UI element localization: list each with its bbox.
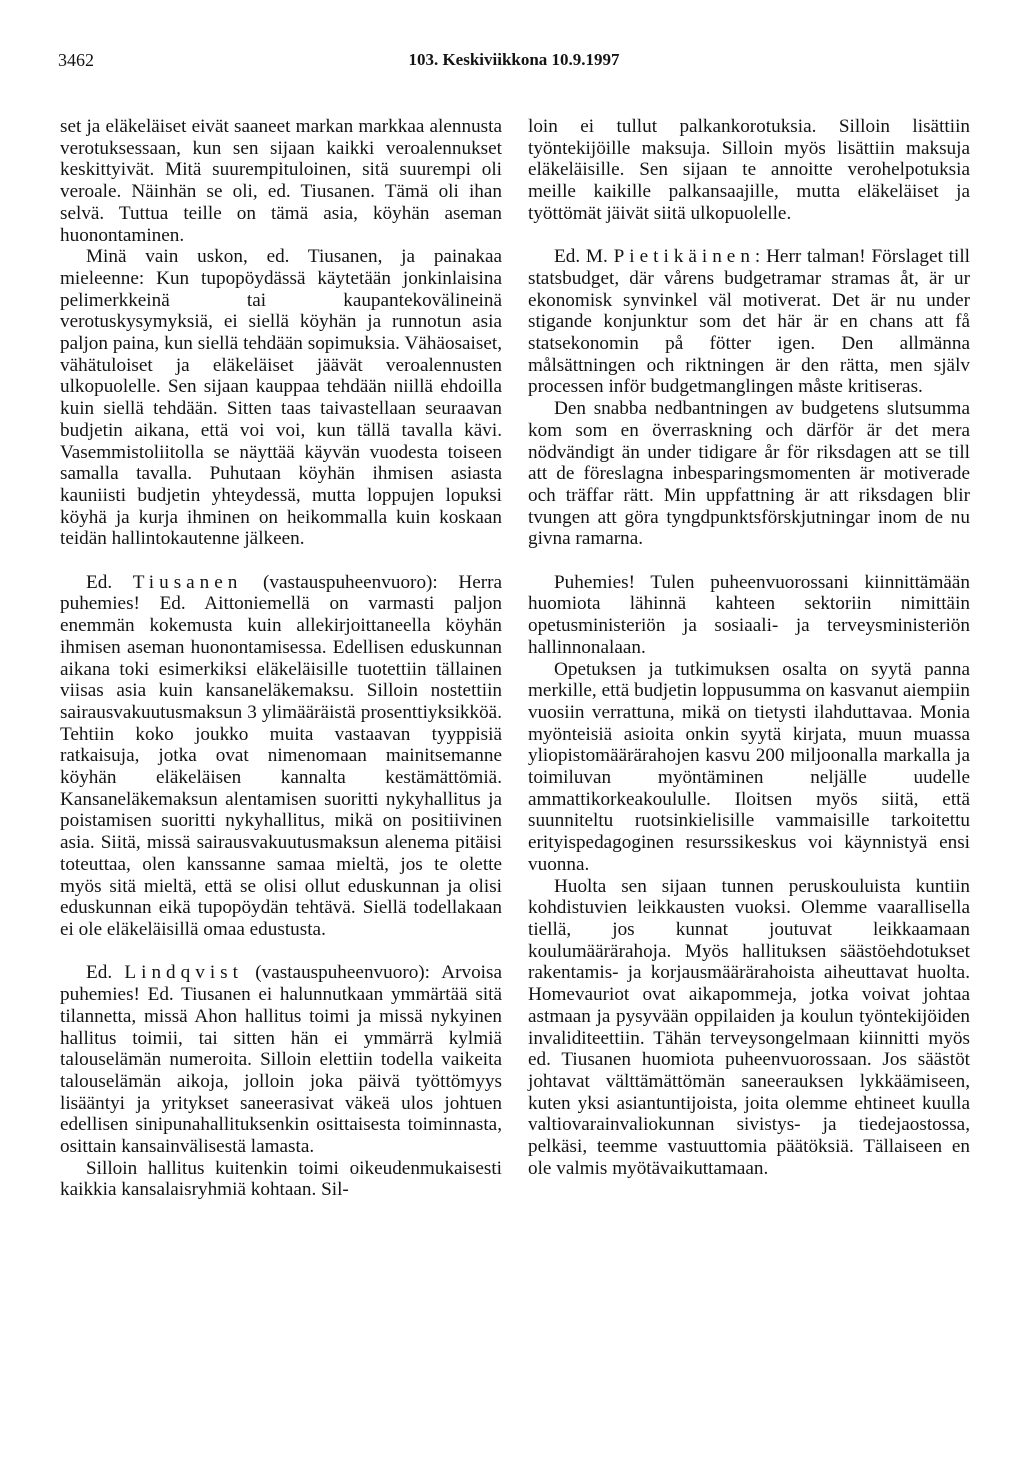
speech-tiusanen [60, 572, 502, 941]
speech-pietikainen [528, 246, 970, 398]
speech-text: : Herr talman! Förslaget till statsbudget, där vårens budgetramar stramas åt, är ur ekonomisk synvinkel väl motiverat. Det är nu under stigande konjunktur som det här är en chans att få statsekonomin på fötter igen. Den allmänna målsättningen och riktningen är den rätta, men själv processen inför budgetmanglingen måste kritiseras. [528, 246, 970, 398]
right-column [528, 116, 970, 1179]
page-number: 3462 [58, 50, 94, 70]
paragraph: Puhemies! Tulen puheenvuorossani kiinnittämään huomiota lähinnä kahteen sektoriin nimittäin opetusministeriön ja sosiaali- ja terveysministeriön hallinnonalaan. [528, 571, 970, 658]
speaker-title: Ed. [86, 571, 113, 593]
speaker-name: Tiusanen [132, 571, 243, 593]
paragraph: Silloin hallitus kuitenkin toimi oikeudenmukaisesti kaikkia kansalaisryhmiä kohtaan. Sil- [60, 1157, 502, 1201]
paragraph: Den snabba nedbantningen av budgetens slutsumma kom som en överraskning och därför är det mera nödvändigt än under tidigare år för riksdagen att se till att de föreslagna inbesparingsmomenten är motiverade och träffar rätt. Min uppfattning är att riksdagen blir tvungen att göra tyngdpunktsförskjutningar inom de nu givna ramarna. [528, 398, 970, 550]
paragraph: Minä vain uskon, ed. Tiusanen, ja painakaa mieleenne: Kun tupopöydässä käytetään jonkinlaisina pelimerkkeinä tai kaupantekovälineinä verotuskysymyksiä, ei siellä köyhän ja runnotun asia paljon paina, kun siellä tehdään sopimuksia. Vähäosaiset, vähätuloiset ja eläkeläiset jäävät veroalennusten ulkopuolelle. Sen sijaan kauppaa tehdään niillä ehdoilla kuin siellä tehdään. Sitten taas taivastellaan seuraavan budjetin aikana, että voi voi, kun tällä tavalla kävi. Vasemmistoliitolla se näyttää käyvän vuodesta toiseen samalla tavalla. Puhutaan köyhän ihmisen asiasta kauniisti budjetin yhteydessä, mutta loppujen lopuksi köyhä ja kurja ihminen on heikommalla kuin koskaan teidän hallintokautenne jälkeen. [60, 246, 502, 550]
left-column [60, 116, 502, 1201]
speech-text: (vastauspuheenvuoro): Herra puhemies! Ed. Aittoniemellä on varmasti paljon enemmän kokemusta kuin allekirjoittaneella köyhän ihmisen aseman huonontamisessa. Edellisen eduskunnan aikana toki esimerkiksi eläkeläisille tuotettiin tällainen viisas asia kuin kansaneläkemaksu. Silloin nostettiin sairausvakuutusmaksun 3 ylimääräistä prosenttiyksikköä. Tehtiin koko joukko muita vastaavan tyyppisiä ratkaisuja, jotka ovat nimenomaan mainitsemanne köyhän eläkeläisen kannalta kestämättömiä. Kansaneläkemaksun alentamisen suoritti nykyhallitus ja poistamisen suoritti nykyhallitus, mikä on positiivinen asia. Siitä, missä sairausvakuutusmaksun alenema pitäisi toteuttaa, olen kanssanne samaa mieltä, jos te olette myös sitä mieltä, että se olisi ollut eduskunnan ja olisi eduskunnan eikä tupopöydän tehtävä. Siellä todellakaan ei ole eläkeläisillä omaa edustusta. [60, 571, 503, 940]
page-header [58, 50, 970, 76]
paragraph: Opetuksen ja tutkimuksen osalta on syytä panna merkille, että budjetin loppusumma on kasvanut aiempiin vuosiin verrattuna, mikä on tietysti ilahduttavaa. Monia myönteisiä asioita onkin syytä kirjata, muun muassa yliopistomäärärahojen kasvu 200 miljoonalla markalla ja toimiluvan myöntäminen neljälle uudelle ammattikorkeakoululle. Iloitsen myös siitä, että suunniteltu ruotsinkielisille vammaisille tarkoitettu erityispedagoginen resurssikeskus voi käynnistyä ensi vuonna. [528, 658, 970, 875]
speech-lindqvist [60, 962, 502, 1157]
speaker-name: Lindqvist [124, 962, 243, 984]
speaker-title: Ed. M. [554, 246, 608, 268]
speaker-name: Pietikäinen [613, 246, 755, 268]
paragraph: set ja eläkeläiset eivät saaneet markan markkaa alennusta verotuksessaan, kun sen sijaan kaikki veroalennukset keskittyivät. Mitä suurempituloinen, sitä suurempi oli veroale. Näinhän se oli, ed. Tiusanen. Tämä oli ihan selvä. Tuttua teille on tämä asia, köyhän aseman huonontaminen. [60, 116, 502, 246]
session-title: 103. Keskiviikkona 10.9.1997 [408, 50, 620, 69]
paragraph: Huolta sen sijaan tunnen peruskouluista kuntiin kohdistuvien leikkausten vuoksi. Olemme vaarallisella tiellä, jos kunnat joutuvat leikkaamaan koulumäärärahoja. Myös hallituksen säästöehdotukset rakentamis- ja korjausmäärärahoista aiheuttavat huolta. Homevauriot ovat aikapommeja, jotka voivat johtaa astmaan ja pysyvään oppilaiden ja koulun työntekijöiden invaliditeettiin. Tähän terveysongelmaan kiinnitti myös ed. Tiusanen huomiota puheenvuorossaan. Jos säästöt johtavat välttämättömän saneerauksen lykkäämiseen, kuten yksi asiantuntijoista, joita olemme ehtineet kuulla valtiovarainvaliokunnan sivistys- ja tiedejaostossa, pelkäsi, teemme vastuuttomia päätöksiä. Tällaiseen en ole valmis myötävaikuttamaan. [528, 875, 970, 1179]
speech-text: (vastauspuheenvuoro): Arvoisa puhemies! Ed. Tiusanen ei halunnutkaan ymmärtää sitä tilannetta, missä Ahon hallitus toimi ja missä nykyinen hallitus toimii, tai sitten hän ei ymmärrä kylmiä talouselämän numeroita. Silloin elettiin todella vaikeita talouselämän aikoja, jolloin joka päivä työttömyys lisääntyi ja yritykset saneerasivat väkeä ulos johtuen edellisen sinipunahallituksenkin osittaisesta toiminnasta, osittain kansainvälisestä lamasta. [60, 962, 502, 1158]
speaker-title: Ed. [86, 962, 113, 984]
paragraph: loin ei tullut palkankorotuksia. Silloin lisättiin työntekijöille maksuja. Silloin myös lisättiin maksuja eläkeläisille. Sen sijaan te annoitte verohelpotuksia meille kaikille palkansaajille, mutta eläkeläiset ja työttömät jäivät siitä ulkopuolelle. [528, 116, 970, 224]
